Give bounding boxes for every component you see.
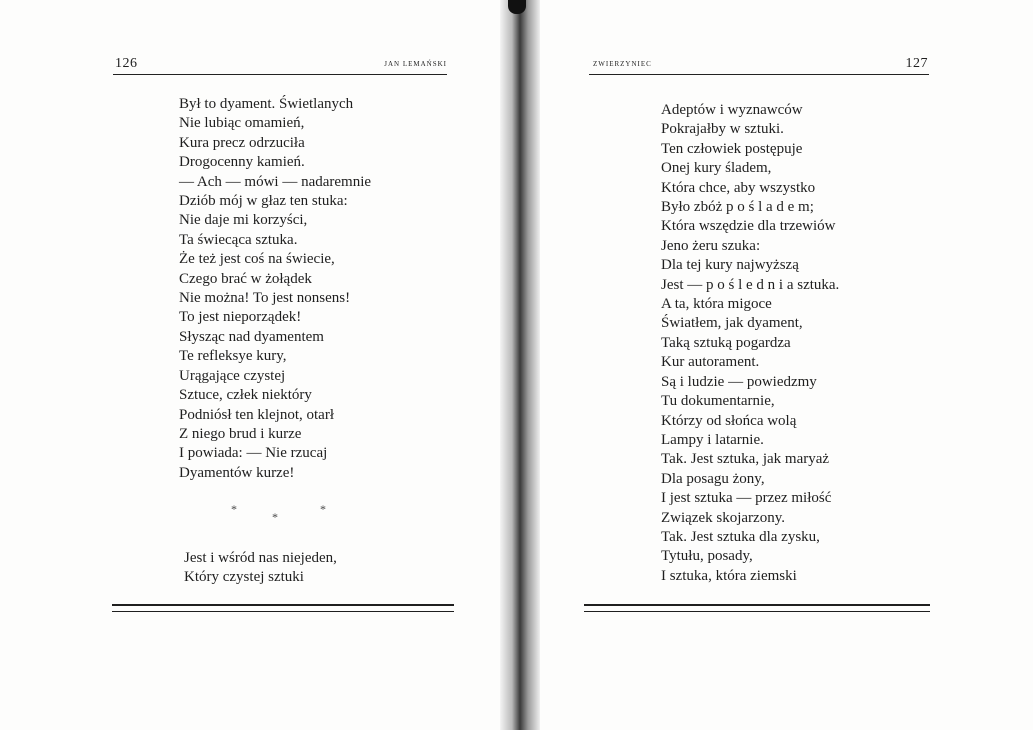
- gutter-shadow: [508, 0, 526, 14]
- verse-line: Drogocenny kamień.: [179, 154, 305, 171]
- asterism-star: *: [320, 502, 326, 516]
- right-header: [593, 56, 928, 74]
- verse-line: Było zbóż p o ś l a d e m;: [661, 199, 814, 216]
- verse-line: Kura precz odrzuciła: [179, 134, 305, 151]
- verse-line: Pokrajałby w sztuki.: [661, 121, 784, 138]
- verse-line: Lampy i latarnie.: [661, 431, 764, 448]
- asterism-star: *: [231, 502, 237, 516]
- verse-line: Te refleksye kury,: [179, 348, 287, 365]
- verse-line: Tak. Jest sztuka dla zysku,: [661, 528, 820, 545]
- verse-line: Światłem, jak dyament,: [661, 315, 803, 332]
- verse-line: Dla posagu żony,: [661, 470, 765, 487]
- right-footer-rule: [584, 604, 930, 612]
- verse-line: Słysząc nad dyamentem: [179, 328, 324, 345]
- verse-line: Ta świecąca sztuka.: [179, 231, 298, 248]
- verse-line: Czego brać w żołądek: [179, 270, 312, 287]
- right-running-title: ZWIERZYNIEC: [593, 60, 652, 68]
- left-verse-block-2: [184, 549, 434, 588]
- verse-line: Nie można! To jest nonsens!: [179, 290, 351, 307]
- verse-line: Dyamentów kurze!: [179, 464, 295, 481]
- verse-line: To jest nieporządek!: [179, 309, 302, 326]
- verse-line: Ten człowiek postępuje: [661, 140, 803, 157]
- left-footer-rule: [112, 604, 454, 612]
- right-page-number: 127: [905, 56, 928, 71]
- verse-line: Który czystej sztuki: [184, 569, 304, 586]
- verse-line: Podniósł ten klejnot, otarł: [179, 406, 334, 423]
- verse-line: Z niego brud i kurze: [179, 425, 302, 442]
- verse-line: Nie lubiąc omamień,: [179, 115, 305, 132]
- verse-line: Są i ludzie — powiedzmy: [661, 373, 817, 390]
- verse-line: Adeptów i wyznawców: [661, 102, 803, 118]
- verse-line: Która wszędzie dla trzewiów: [661, 218, 836, 235]
- verse-line: Tak. Jest sztuka, jak maryaż: [661, 451, 830, 468]
- verse-line: Tytułu, posady,: [661, 548, 753, 565]
- verse-line: A ta, która migoce: [661, 296, 772, 313]
- verse-line: Kur autorament.: [661, 354, 760, 371]
- verse-line: Sztuce, człek niektóry: [179, 387, 312, 404]
- verse-line: I sztuka, która ziemski: [661, 567, 797, 584]
- verse-line: Tu dokumentarnie,: [661, 393, 775, 410]
- left-running-title: JAN LEMAŃSKI: [384, 60, 447, 68]
- verse-line: Nie daje mi korzyści,: [179, 212, 308, 229]
- verse-line: Którzy od słońca wolą: [661, 412, 797, 429]
- right-verse-block: [661, 101, 911, 586]
- verse-line: Dla tej kury najwyższą: [661, 257, 799, 274]
- verse-line: Dziób mój w głaz ten stuka:: [179, 193, 348, 210]
- verse-line: Onej kury śladem,: [661, 160, 772, 177]
- verse-line: Urągające czystej: [179, 367, 286, 384]
- verse-line: Taką sztuką pogardza: [661, 334, 791, 351]
- left-verse-block: [179, 95, 429, 483]
- left-header-rule: [113, 74, 447, 75]
- verse-line: Jeno żeru szuka:: [661, 237, 761, 254]
- verse-line: Jest — p o ś l e d n i a sztuka.: [661, 276, 840, 293]
- book-gutter: [500, 0, 540, 730]
- left-header: [115, 56, 447, 74]
- verse-line: Że też jest coś na świecie,: [179, 251, 335, 268]
- verse-line: Był to dyament. Świetlanych: [179, 96, 354, 112]
- verse-line: Która chce, aby wszystko: [661, 179, 816, 196]
- left-page-number: 126: [115, 56, 138, 71]
- verse-line: I jest sztuka — przez miłość: [661, 490, 832, 507]
- verse-line: Jest i wśród nas niejeden,: [184, 550, 337, 566]
- verse-line: I powiada: — Nie rzucaj: [179, 445, 328, 462]
- verse-line: Związek skojarzony.: [661, 509, 785, 526]
- right-header-rule: [589, 74, 929, 75]
- asterism-star: *: [272, 510, 278, 524]
- verse-line: — Ach — mówi — nadaremnie: [179, 173, 372, 190]
